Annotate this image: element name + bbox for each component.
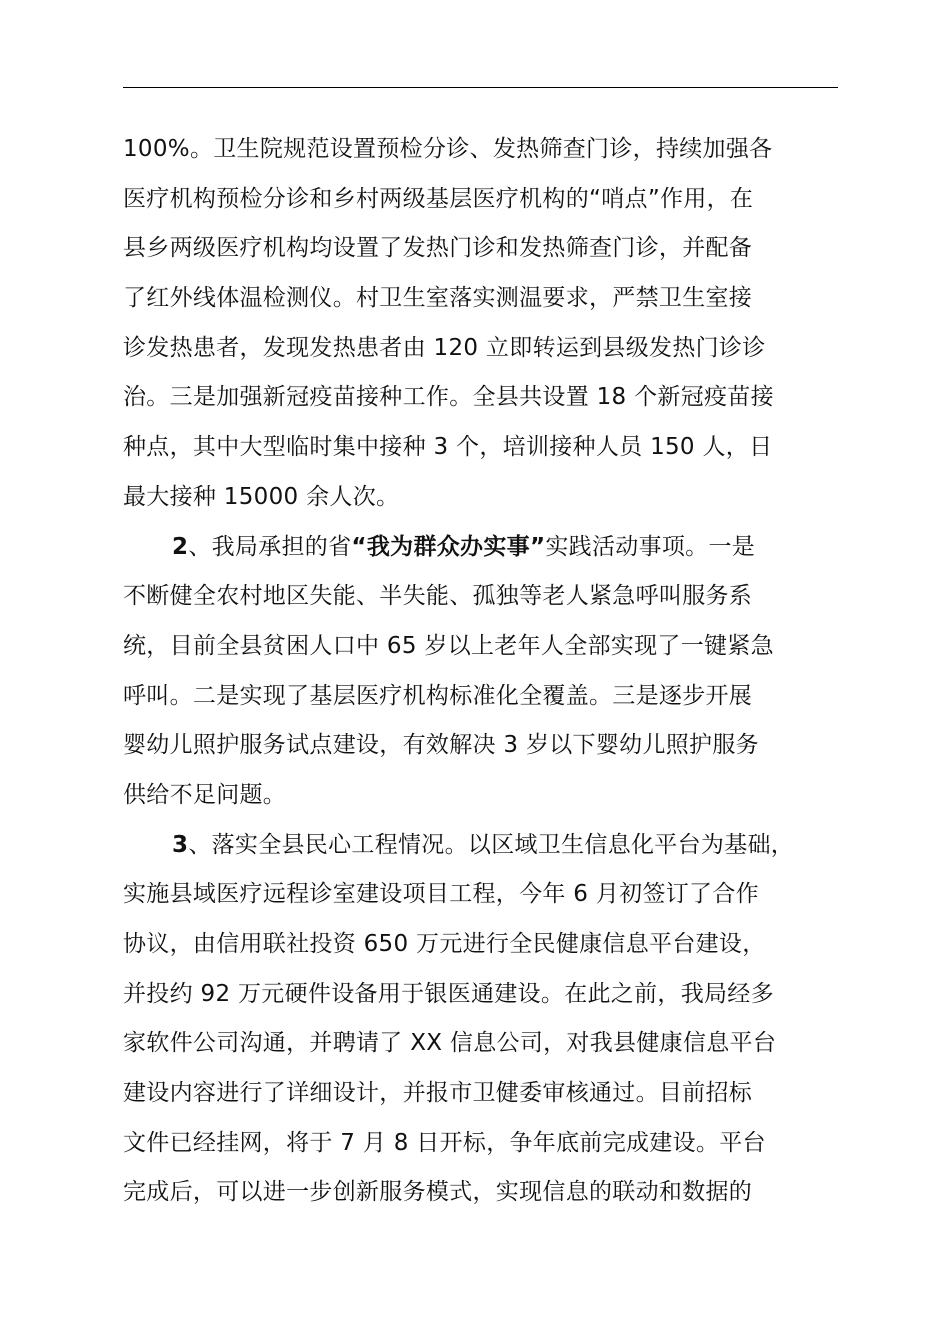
text-line: 医疗机构预检分诊和乡村两级基层医疗机构的“哨点”作用，在	[123, 185, 754, 212]
text-line: 婴幼儿照护服务试点建设，有效解决 3 岁以下婴幼儿照护服务	[123, 732, 759, 759]
text-line: 协议，由信用联社投资 650 万元进行全民健康信息平台建设，	[123, 931, 766, 957]
text-line: 供给不足问题。	[123, 781, 287, 808]
quoted-title: “我为群众办实事”	[351, 533, 546, 560]
document-body	[123, 125, 838, 1218]
paragraph-3	[123, 821, 838, 1219]
text-line: 种点，其中大型临时集中接种 3 个，培训接种人员 150 人，日	[123, 434, 773, 461]
text-line: 治。三是加强新冠疫苗接种工作。全县共设置 18 个新冠疫苗接	[123, 384, 774, 411]
paragraph-2-first-line	[123, 523, 838, 573]
text-line: 不断健全农村地区失能、半失能、孤独等老人紧急呼叫服务系	[123, 583, 753, 610]
text-line: 家软件公司沟通，并聘请了 XX 信息公司，对我县健康信息平台	[123, 1030, 777, 1057]
text-line: 完成后，可以进一步创新服务模式，实现信息的联动和数据的	[123, 1179, 753, 1206]
text-span: 实践活动事项。一是	[545, 533, 756, 560]
text-line: 最大接种 15000 余人次。	[123, 483, 400, 510]
text-line: 县乡两级医疗机构均设置了发热门诊和发热筛查门诊，并配备	[123, 235, 753, 262]
text-span: 、我局承担的省	[188, 533, 352, 560]
item-number: 2	[172, 533, 189, 560]
text-line: 了红外线体温检测仪。村卫生室落实测温要求，严禁卫生室接	[123, 285, 753, 312]
text-line: 诊发热患者，发现发热患者由 120 立即转运到县级发热门诊诊	[123, 334, 766, 361]
header-rule	[123, 87, 838, 88]
paragraph-2	[123, 523, 838, 821]
text-line: 文件已经挂网，将于 7 月 8 日开标，争年底前完成建设。平台	[123, 1129, 766, 1156]
paragraph-3-first-line	[123, 821, 838, 871]
paragraph-1	[123, 125, 838, 523]
text-line: 并投约 92 万元硬件设备用于银医通建设。在此之前，我局经多	[123, 980, 774, 1007]
text-line: 统，目前全县贫困人口中 65 岁以上老年人全部实现了一键紧急	[123, 632, 774, 659]
text-line: 100%。卫生院规范设置预检分诊、发热筛查门诊，持续加强各	[123, 136, 773, 162]
item-number: 3	[172, 831, 189, 858]
text-line: 实施县域医疗远程诊室建设项目工程，今年 6 月初签订了合作	[123, 881, 759, 908]
text-span: 、落实全县民心工程情况。以区域卫生信息化平台为基础，	[188, 831, 795, 858]
text-line: 建设内容进行了详细设计，并报市卫健委审核通过。目前招标	[123, 1080, 753, 1107]
text-line: 呼叫。二是实现了基层医疗机构标准化全覆盖。三是逐步开展	[123, 682, 753, 709]
